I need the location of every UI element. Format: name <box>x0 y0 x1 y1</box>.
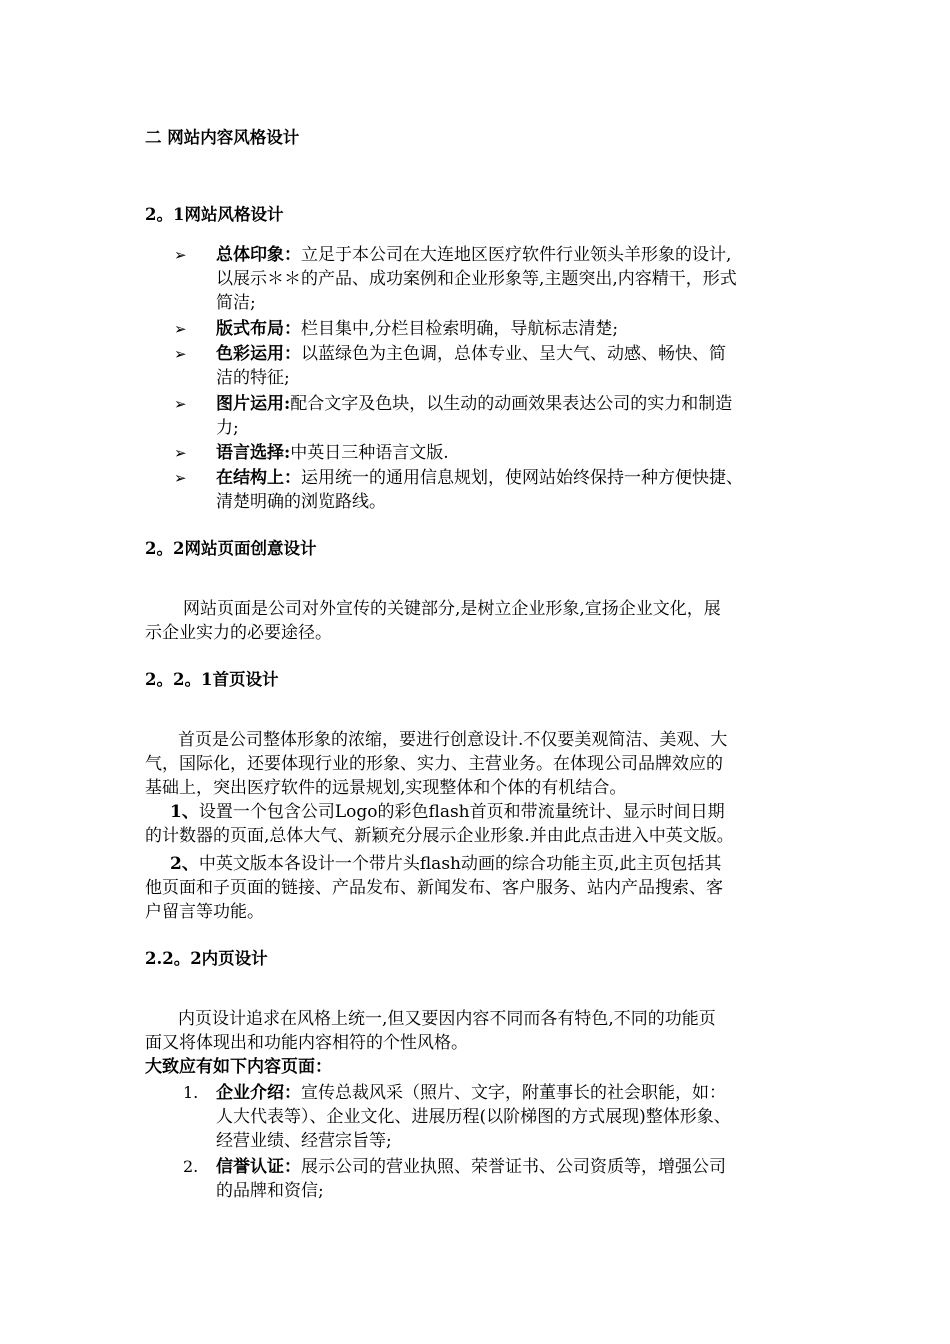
paragraph-line: 气，国际化，还要体现行业的形象、实力、主营业务。在体现公司品牌效应的 <box>145 754 723 774</box>
item-text: 栏目集中,分栏目检索明确，导航标志清楚; <box>301 319 619 339</box>
paragraph-line: 内页设计追求在风格上统一,但又要因内容不同而各有特色,不同的功能页 <box>178 1009 716 1029</box>
item-label: 版式布局： <box>216 319 301 339</box>
paragraph-line: 网站页面是公司对外宣传的关键部分,是树立企业形象,宣扬企业文化，展 <box>183 599 721 619</box>
item-label: 语言选择: <box>216 443 291 463</box>
list-number: 1. <box>183 1083 199 1102</box>
item-text: 宣传总裁风采（照片、文字，附董事长的社会职能，如： <box>301 1083 726 1103</box>
list-item <box>216 441 449 465</box>
bullet-icon: ➢ <box>174 469 187 487</box>
paragraph-line: 基础上，突出医疗软件的远景规划,实现整体和个体的有机结合。 <box>145 778 627 798</box>
s222-title: 2.2。2内页设计 <box>145 949 268 968</box>
list-item <box>216 392 732 416</box>
paragraph-line: 首页是公司整体形象的浓缩，要进行创意设计.不仅要美观简洁、美观、大 <box>178 730 728 750</box>
bullet-icon: ➢ <box>174 345 187 363</box>
item-text: 运用统一的通用信息规划，使网站始终保持一种方便快捷、 <box>301 468 743 488</box>
item-label: 信誉认证： <box>216 1157 301 1177</box>
paragraph-line: 面又将体现出和功能内容相符的个性风格。 <box>145 1033 468 1053</box>
item-text: 立足于本公司在大连地区医疗软件行业领头羊形象的设计, <box>301 245 732 265</box>
numbered-point <box>170 852 721 876</box>
item-text: 以展示＊＊的产品、成功案例和企业形象等,主题突出,内容精干，形式 <box>216 269 737 289</box>
item-text: 洁的特征; <box>216 368 290 388</box>
item-text: 中英日三种语言文版. <box>290 443 449 463</box>
s221-title: 2。2。1首页设计 <box>145 670 279 689</box>
item-text: 简洁; <box>216 293 256 313</box>
list-number: 2. <box>183 1157 199 1176</box>
item-label: 在结构上： <box>216 468 301 488</box>
point-text: 户留言等功能。 <box>145 902 264 922</box>
item-text: 以蓝绿色为主色调，总体专业、呈大气、动感、畅快、简 <box>301 344 726 364</box>
bullet-icon: ➢ <box>174 444 187 462</box>
point-text: 中英文版本各设计一个带片头flash动画的综合功能主页,此主页包括其 <box>198 854 722 874</box>
item-text: 展示公司的营业执照、荣誉证书、公司资质等，增强公司 <box>301 1157 726 1177</box>
item-text: 人大代表等）、企业文化、进展历程(以阶梯图的方式展现)整体形象、 <box>216 1107 731 1127</box>
item-label: 图片运用: <box>216 394 291 414</box>
s21-title: 2。1网站风格设计 <box>145 205 284 224</box>
point-text: 的计数器的页面,总体大气、新颖充分展示企业形象.并由此点击进入中英文版。 <box>145 826 734 846</box>
point-number: 1、 <box>170 802 199 822</box>
item-text: 配合文字及色块，以生动的动画效果表达公司的实力和制造 <box>290 394 733 414</box>
list-item <box>216 317 618 341</box>
item-text: 清楚明确的浏览路线。 <box>216 492 386 512</box>
bullet-icon: ➢ <box>174 320 187 338</box>
bullet-icon: ➢ <box>174 246 187 264</box>
item-text: 经营业绩、经营宗旨等; <box>216 1131 392 1151</box>
lead-text: 大致应有如下内容页面： <box>145 1057 332 1077</box>
list-item <box>216 243 731 267</box>
list-item <box>216 466 743 490</box>
s22-title: 2。2网站页面创意设计 <box>145 539 317 558</box>
item-text: 力; <box>216 418 239 438</box>
paragraph-line: 示企业实力的必要途径。 <box>145 623 332 643</box>
section-title: 二 网站内容风格设计 <box>145 128 300 147</box>
item-text: 的品牌和资信; <box>216 1181 324 1201</box>
point-text: 设置一个包含公司Logo的彩色flash首页和带流量统计、显示时间日期 <box>198 802 725 822</box>
point-text: 他页面和子页面的链接、产品发布、新闻发布、客户服务、站内产品搜索、客 <box>145 878 723 898</box>
item-label: 企业介绍： <box>216 1083 301 1103</box>
bullet-icon: ➢ <box>174 395 187 413</box>
point-number: 2、 <box>170 854 199 874</box>
list-item <box>216 342 726 366</box>
item-label: 色彩运用： <box>216 344 301 364</box>
list-item <box>216 1081 726 1105</box>
numbered-point <box>170 800 725 824</box>
item-label: 总体印象： <box>216 245 301 265</box>
list-item <box>216 1155 726 1179</box>
